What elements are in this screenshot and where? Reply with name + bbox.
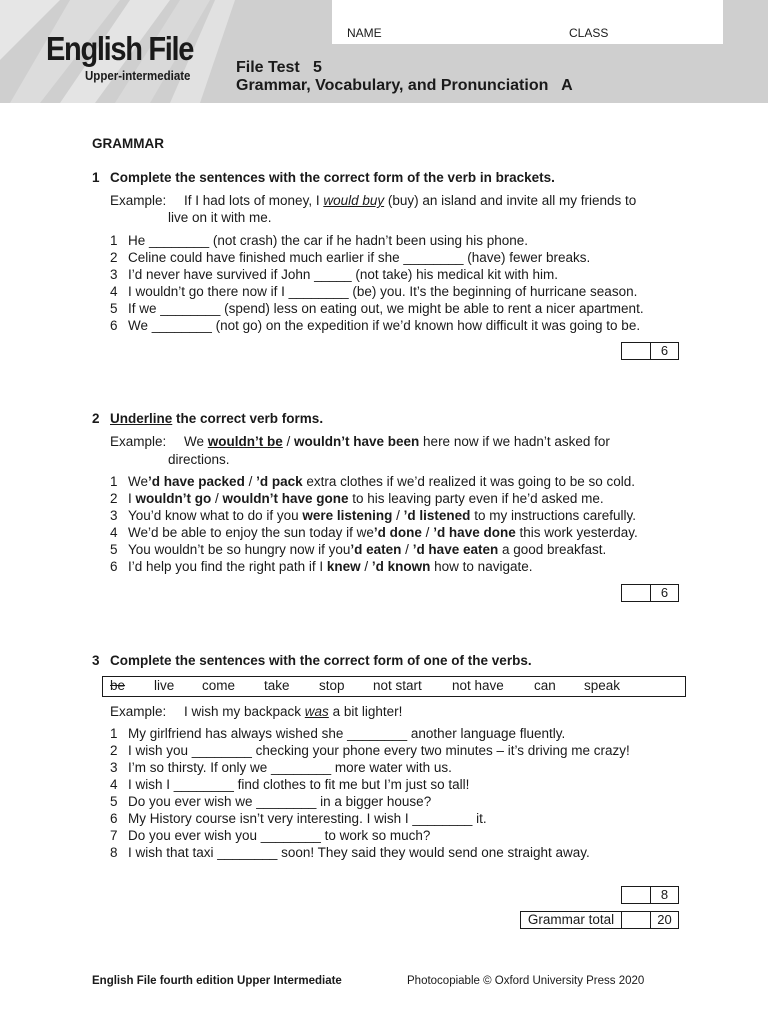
q1-example-cont: live on it with me. xyxy=(168,210,272,225)
q3-item-number: 7 xyxy=(110,828,118,843)
grammar-total-box xyxy=(621,911,679,929)
q1-number: 1 xyxy=(92,170,100,185)
q2-option-b[interactable]: wouldn’t have gone xyxy=(222,491,349,506)
q2-item-rest: to his leaving party even if he’d asked me. xyxy=(348,491,604,506)
q1-score-box xyxy=(621,342,679,360)
q2-option-b[interactable]: ’d pack xyxy=(256,474,303,489)
q1-example-answer: would buy xyxy=(323,193,385,208)
page-header xyxy=(0,0,768,103)
q2-item-number: 3 xyxy=(110,508,118,523)
q3-number: 3 xyxy=(92,653,100,668)
q2-sep: / xyxy=(244,474,257,489)
footer-edition: English File fourth edition Upper Intermediate xyxy=(92,975,342,987)
q2-example-sep: / xyxy=(282,434,295,449)
q2-score-box xyxy=(621,584,679,602)
q2-sep: / xyxy=(360,559,372,574)
q3-item-number: 3 xyxy=(110,760,118,775)
q2-example-post: here now if we hadn’t asked for xyxy=(419,434,610,449)
q3-item-text: My girlfriend has always wished she ________ another language fluently. xyxy=(128,726,566,741)
q2-item-text: I xyxy=(128,491,136,506)
file-test-number: File Test 5 xyxy=(236,59,322,76)
name-class-field[interactable] xyxy=(332,0,723,44)
q1-score-input[interactable] xyxy=(622,343,651,359)
q2-option-b[interactable]: ’d have eaten xyxy=(412,542,499,557)
q1-item xyxy=(110,301,644,316)
q2-item-rest: to my instructions carefully. xyxy=(470,508,636,523)
q2-item-text: We’d be able to enjoy the sun today if we xyxy=(128,525,374,540)
q3-item xyxy=(110,726,565,741)
q3-example-answer: was xyxy=(304,704,329,719)
q2-instruction-rest: the correct verb forms. xyxy=(172,411,324,426)
q3-item xyxy=(110,828,430,843)
q2-option-b[interactable]: ’d listened xyxy=(403,508,471,523)
q3-instruction: Complete the sentences with the correct form of one of the verbs. xyxy=(110,653,532,668)
q2-example-option-correct: wouldn’t be xyxy=(207,434,283,449)
q2-item xyxy=(110,525,638,540)
class-label: CLASS xyxy=(569,26,609,40)
q2-option-b[interactable]: ’d known xyxy=(371,559,431,574)
q1-item-number: 5 xyxy=(110,301,118,316)
q3-item xyxy=(110,845,590,860)
q1-example-label: Example: xyxy=(110,193,167,208)
q3-item xyxy=(110,811,487,826)
q2-title xyxy=(92,411,323,426)
q1-item xyxy=(110,250,590,265)
q3-item-text: My History course isn’t very interesting. I wish I ________ it. xyxy=(128,811,487,826)
q2-item-text: You’d know what to do if you xyxy=(128,508,303,523)
q2-item xyxy=(110,491,604,506)
word-bank-item: not have xyxy=(452,678,504,693)
q1-score-max: 6 xyxy=(660,343,669,358)
q2-item xyxy=(110,559,532,574)
word-bank-item: not start xyxy=(373,678,422,693)
q3-item-number: 1 xyxy=(110,726,118,741)
q2-item-rest: a good breakfast. xyxy=(498,542,607,557)
q2-item-number: 4 xyxy=(110,525,118,540)
q1-item-number: 4 xyxy=(110,284,118,299)
word-bank-item: stop xyxy=(319,678,345,693)
q2-option-a[interactable]: ’d have packed xyxy=(148,474,245,489)
q3-item-text: I wish I ________ find clothes to fit me but I’m just so tall! xyxy=(128,777,470,792)
q2-option-a[interactable]: wouldn’t go xyxy=(135,491,212,506)
q3-item xyxy=(110,760,452,775)
q2-item-number: 6 xyxy=(110,559,118,574)
q2-item-text: You wouldn’t be so hungry now if you xyxy=(128,542,351,557)
q2-item-text: We xyxy=(128,474,149,489)
q3-item-number: 5 xyxy=(110,794,118,809)
grammar-total-max: 20 xyxy=(657,912,672,927)
q1-title xyxy=(92,170,555,185)
q1-instruction: Complete the sentences with the correct form of the verb in brackets. xyxy=(110,170,555,185)
word-bank-item: speak xyxy=(584,678,621,693)
q1-item-number: 1 xyxy=(110,233,118,248)
q1-item-text: We ________ (not go) on the expedition if we’d known how difficult it was going to be. xyxy=(128,318,641,333)
q1-item-text: Celine could have finished much earlier if she ________ (have) fewer breaks. xyxy=(128,250,591,265)
q2-score-max: 6 xyxy=(660,585,669,600)
q2-option-a[interactable]: ’d eaten xyxy=(350,542,402,557)
q2-item xyxy=(110,474,635,489)
q2-item-rest: this work yesterday. xyxy=(515,525,638,540)
q3-score-box xyxy=(621,886,679,904)
word-bank-item: come xyxy=(202,678,236,693)
q3-item-number: 2 xyxy=(110,743,118,758)
q3-example-label: Example: xyxy=(110,704,167,719)
q2-item-text: I’d help you find the right path if I xyxy=(128,559,327,574)
name-label: NAME xyxy=(347,26,382,40)
grammar-total-input[interactable] xyxy=(622,912,651,928)
q2-option-b[interactable]: ’d have done xyxy=(433,525,516,540)
q3-item xyxy=(110,794,431,809)
q3-item-number: 8 xyxy=(110,845,118,860)
q1-item-number: 2 xyxy=(110,250,118,265)
q2-example-label: Example: xyxy=(110,434,167,449)
word-bank-item: take xyxy=(264,678,290,693)
q2-option-a[interactable]: ’d done xyxy=(373,525,422,540)
q1-example-pre: If I had lots of money, I xyxy=(184,193,324,208)
q2-item xyxy=(110,508,636,523)
q3-item-text: I wish you ________ checking your phone every two minutes – it’s driving me crazy! xyxy=(128,743,630,758)
q3-item-text: I wish that taxi ________ soon! They said they would send one straight away. xyxy=(128,845,590,860)
q3-item xyxy=(110,743,630,758)
q1-item-text: He ________ (not crash) the car if he hadn’t been using his phone. xyxy=(128,233,529,248)
q2-item-rest: how to navigate. xyxy=(430,559,533,574)
q2-sep: / xyxy=(421,525,434,540)
q3-item-number: 4 xyxy=(110,777,118,792)
footer-copyright: Photocopiable © Oxford University Press 2020 xyxy=(407,975,645,987)
q3-word-bank xyxy=(102,676,686,697)
q3-item-text: Do you ever wish you ________ to work so much? xyxy=(128,828,431,843)
q3-score-max: 8 xyxy=(660,887,669,902)
q2-score-input[interactable] xyxy=(622,585,651,601)
q1-item-text: If we ________ (spend) less on eating out, we might be able to rent a nicer apartment. xyxy=(128,301,644,316)
q3-item-number: 6 xyxy=(110,811,118,826)
q3-example-pre: I wish my backpack xyxy=(184,704,305,719)
q3-item xyxy=(110,777,469,792)
q2-instruction-underline: Underline xyxy=(110,411,173,426)
q1-item-text: I wouldn’t go there now if I ________ (be) you. It’s the beginning of hurricane season. xyxy=(128,284,638,299)
q3-item-text: Do you ever wish we ________ in a bigger house? xyxy=(128,794,432,809)
q3-example-post: a bit lighter! xyxy=(328,704,403,719)
q2-example-cont: directions. xyxy=(168,452,230,467)
q2-option-a[interactable]: were listening xyxy=(302,508,393,523)
q1-item xyxy=(110,267,558,282)
test-title: Grammar, Vocabulary, and Pronunciation A xyxy=(236,77,573,94)
q3-example xyxy=(184,704,402,719)
q2-item-number: 2 xyxy=(110,491,118,506)
q1-item-number: 3 xyxy=(110,267,118,282)
q1-item-number: 6 xyxy=(110,318,118,333)
word-bank-item: live xyxy=(154,678,175,693)
section-heading: GRAMMAR xyxy=(92,136,164,151)
q3-item-text: I’m so thirsty. If only we ________ more water with us. xyxy=(128,760,452,775)
q1-item-text: I’d never have survived if John _____ (not take) his medical kit with him. xyxy=(128,267,558,282)
q2-sep: / xyxy=(401,542,413,557)
q2-item xyxy=(110,542,606,557)
q2-option-a[interactable]: knew xyxy=(326,559,361,574)
q2-example-option-other: wouldn’t have been xyxy=(294,434,420,449)
q2-item-number: 1 xyxy=(110,474,118,489)
q3-score-input[interactable] xyxy=(622,887,651,903)
grammar-total-label: Grammar total xyxy=(520,911,622,929)
q1-item xyxy=(110,284,637,299)
q2-sep: / xyxy=(392,508,404,523)
q2-sep: / xyxy=(211,491,223,506)
word-bank-item: be xyxy=(110,678,126,693)
q1-example-post: (buy) an island and invite all my friends to xyxy=(384,193,637,208)
q1-item xyxy=(110,233,528,248)
logo-title: English File xyxy=(46,30,194,67)
q2-example xyxy=(184,434,610,449)
q2-item-number: 5 xyxy=(110,542,118,557)
q2-item-rest: extra clothes if we’d realized it was going to be so cold. xyxy=(302,474,636,489)
q1-example xyxy=(184,193,636,208)
q1-item xyxy=(110,318,640,333)
word-bank-item: can xyxy=(534,678,556,693)
q2-example-pre: We xyxy=(184,434,208,449)
q3-title xyxy=(92,653,532,668)
q2-number: 2 xyxy=(92,411,100,426)
logo-subtitle: Upper-intermediate xyxy=(85,69,191,83)
